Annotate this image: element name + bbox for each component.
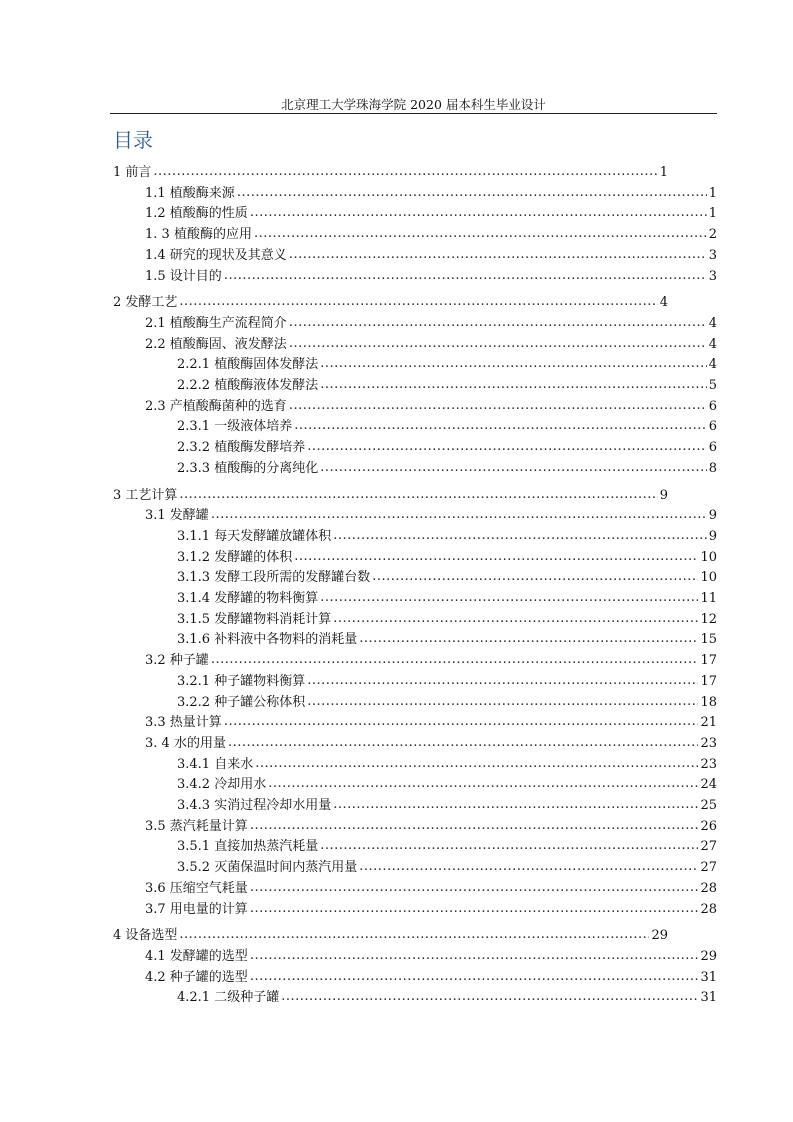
toc-entry-page: 1 <box>708 206 717 222</box>
toc-entry-page: 27 <box>700 860 717 876</box>
toc-entry[interactable] <box>177 630 717 650</box>
toc-entry-label: 2 发酵工艺 <box>113 295 178 311</box>
toc-entry[interactable] <box>145 225 717 245</box>
toc-entry-page: 6 <box>708 440 717 456</box>
toc-entry[interactable] <box>145 204 717 224</box>
toc-entry-page: 31 <box>700 969 717 985</box>
toc-leader-dots <box>153 162 657 182</box>
toc-entry[interactable] <box>113 926 668 946</box>
toc-leader-dots <box>255 754 698 774</box>
toc-leader-dots <box>179 925 649 945</box>
toc-entry-label: 2.3.3 植酸酶的分离纯化 <box>177 460 319 476</box>
toc-entry[interactable] <box>145 713 717 733</box>
toc-entry-label: 3.1.5 发酵罐物料消耗计算 <box>177 611 332 627</box>
toc-entry-page: 4 <box>708 336 717 352</box>
toc-entry-label: 3.2.1 种子罐物料衡算 <box>177 673 306 689</box>
toc-entry[interactable] <box>145 947 717 967</box>
toc-entry[interactable] <box>145 651 717 671</box>
toc-leader-dots <box>333 609 698 629</box>
toc-entry[interactable] <box>177 796 717 816</box>
toc-entry[interactable] <box>177 355 717 375</box>
toc-entry[interactable] <box>145 900 717 920</box>
toc-entry[interactable] <box>145 314 717 334</box>
header-rule <box>110 113 717 114</box>
toc-entry-page: 28 <box>700 901 717 917</box>
toc-entry-page: 8 <box>708 460 717 476</box>
toc-entry-page: 25 <box>700 798 717 813</box>
toc-entry-label: 3.1.4 发酵罐的物料衡算 <box>177 591 319 606</box>
toc-entry[interactable] <box>177 589 717 609</box>
toc-entry-page: 12 <box>700 611 717 627</box>
toc-entry-label: 3.4.1 自来水 <box>177 756 254 772</box>
toc-leader-dots <box>237 183 707 203</box>
toc-entry-page: 26 <box>700 818 717 834</box>
toc-entry-label: 3.1.2 发酵罐的体积 <box>177 549 293 565</box>
toc-entry-label: 2.3.1 一级液体培养 <box>177 419 293 435</box>
toc-entry-page: 1 <box>708 185 717 201</box>
toc-leader-dots <box>333 795 698 815</box>
toc-entry[interactable] <box>177 548 717 568</box>
toc-entry-page: 15 <box>700 632 717 648</box>
toc-entry[interactable] <box>145 734 717 754</box>
toc-entry[interactable] <box>177 672 717 692</box>
toc-entry[interactable] <box>145 397 717 417</box>
toc-leader-dots <box>294 416 707 436</box>
toc-entry-label: 4.1 发酵罐的选型 <box>145 948 248 964</box>
toc-entry-label: 3. 4 水的用量 <box>145 735 226 751</box>
toc-leader-dots <box>228 733 699 753</box>
toc-entry-page: 27 <box>700 839 717 855</box>
toc-leader-dots <box>307 437 707 457</box>
toc-entry-label: 3.1 发酵罐 <box>145 508 209 524</box>
toc-entry-page: 31 <box>700 990 717 1006</box>
toc-entry-label: 4.2 种子罐的选型 <box>145 969 248 985</box>
toc-entry[interactable] <box>145 335 717 355</box>
toc-leader-dots <box>372 567 698 587</box>
toc-entry-page: 1 <box>659 165 668 180</box>
toc-entry[interactable] <box>145 968 717 988</box>
toc-entry[interactable] <box>177 459 717 479</box>
toc-entry[interactable] <box>177 417 717 437</box>
toc-entry-label: 4 设备选型 <box>113 928 178 944</box>
toc-entry-page: 3 <box>708 247 717 263</box>
toc-leader-dots <box>320 375 707 395</box>
toc-entry-page: 9 <box>659 487 668 503</box>
toc-entry[interactable] <box>177 693 717 713</box>
toc-entry-label: 2.2.2 植酸酶液体发酵法 <box>177 378 319 393</box>
toc-entry[interactable] <box>145 246 717 266</box>
toc-leader-dots <box>179 292 657 312</box>
toc-entry[interactable] <box>177 527 717 547</box>
toc-leader-dots <box>250 967 699 987</box>
toc-entry-label: 3.4.3 实消过程冷却水用量 <box>177 798 332 813</box>
toc-leader-dots <box>289 334 707 354</box>
toc-leader-dots <box>289 396 707 416</box>
toc-entry[interactable] <box>145 506 717 526</box>
toc-entry[interactable] <box>113 163 668 183</box>
toc-entry[interactable] <box>145 267 717 287</box>
toc-entry-page: 23 <box>700 756 717 772</box>
toc-entry-page: 23 <box>700 735 717 751</box>
toc-entry-page: 6 <box>708 419 717 435</box>
toc-entry[interactable] <box>113 486 668 506</box>
toc-entry-page: 21 <box>700 715 717 731</box>
toc-entry-page: 10 <box>700 549 717 565</box>
toc-leader-dots <box>320 588 698 608</box>
toc-entry-label: 3 工艺计算 <box>113 487 178 503</box>
toc-leader-dots <box>254 224 707 244</box>
toc-entry[interactable] <box>177 988 717 1008</box>
toc-entry-page: 3 <box>708 268 717 284</box>
toc-entry-page: 29 <box>700 948 717 964</box>
toc-entry-label: 3.5 蒸汽耗量计算 <box>145 818 248 834</box>
toc-leader-dots <box>281 987 698 1007</box>
toc-leader-dots <box>250 878 699 898</box>
toc-entry-label: 1. 3 植酸酶的应用 <box>145 227 252 243</box>
toc-entry[interactable] <box>177 775 717 795</box>
toc-entry[interactable] <box>177 568 717 588</box>
toc-entry-label: 3.6 压缩空气耗量 <box>145 880 248 896</box>
toc-entry-page: 6 <box>708 398 717 414</box>
toc-leader-dots <box>211 650 699 670</box>
toc-entry[interactable] <box>113 293 668 313</box>
toc-leader-dots <box>320 458 707 478</box>
toc-entry-label: 2.3.2 植酸酶发酵培养 <box>177 440 306 456</box>
toc-entry-label: 1.2 植酸酶的性质 <box>145 206 248 222</box>
toc-leader-dots <box>320 836 698 856</box>
toc-entry-page: 24 <box>700 777 717 793</box>
toc-entry-page: 9 <box>708 528 717 544</box>
toc-leader-dots <box>250 899 699 919</box>
toc-leader-dots <box>224 712 699 732</box>
toc-entry[interactable] <box>177 755 717 775</box>
toc-entry-label: 2.3 产植酸酶菌种的选育 <box>145 398 287 414</box>
toc-entry-label: 2.2.1 植酸酶固体发酵法 <box>177 357 319 373</box>
toc-entry-label: 2.1 植酸酶生产流程简介 <box>145 315 287 331</box>
toc-entry-label: 3.2.2 种子罐公称体积 <box>177 694 306 710</box>
toc-entry-label: 3.1.6 补料液中各物料的消耗量 <box>177 632 358 648</box>
toc-entry-label: 3.3 热量计算 <box>145 715 222 731</box>
toc-entry-page: 17 <box>700 653 717 669</box>
toc-entry-page: 29 <box>651 928 668 944</box>
toc-entry[interactable] <box>177 610 717 630</box>
toc-entry-page: 11 <box>700 591 717 606</box>
toc-entry[interactable] <box>145 184 717 204</box>
toc-entry[interactable] <box>177 858 717 878</box>
toc-title: 目录 <box>113 128 153 152</box>
toc-entry-label: 3.1.1 每天发酵罐放罐体积 <box>177 528 332 544</box>
toc-entry-label: 3.5.1 直接加热蒸汽耗量 <box>177 839 319 855</box>
toc-leader-dots <box>294 547 698 567</box>
toc-entry-label: 2.2 植酸酶固、液发酵法 <box>145 336 287 352</box>
toc-leader-dots <box>224 266 707 286</box>
toc-entry-label: 4.2.1 二级种子罐 <box>177 990 280 1006</box>
toc-leader-dots <box>289 245 707 265</box>
toc-entry-page: 18 <box>700 694 717 710</box>
toc-leader-dots <box>320 354 707 374</box>
toc-leader-dots <box>289 313 707 333</box>
toc-leader-dots <box>250 203 707 223</box>
toc-entry-page: 4 <box>708 315 717 331</box>
toc-entry-label: 3.2 种子罐 <box>145 653 209 669</box>
page-header: 北京理工大学珠海学院 2020 届本科生毕业设计 <box>281 97 546 112</box>
toc-entry-page: 17 <box>700 673 717 689</box>
toc-entry-page: 2 <box>708 227 717 243</box>
toc-entry-label: 3.4.2 冷却用水 <box>177 777 267 793</box>
toc-leader-dots <box>250 946 699 966</box>
toc-leader-dots <box>211 505 707 525</box>
toc-entry-page: 4 <box>659 295 668 311</box>
toc-leader-dots <box>307 671 698 691</box>
toc-entry[interactable] <box>177 376 717 396</box>
toc-entry-label: 1.5 设计目的 <box>145 268 222 284</box>
toc-entry-page: 28 <box>700 880 717 896</box>
toc-leader-dots <box>179 485 657 505</box>
toc-entry-label: 3.1.3 发酵工段所需的发酵罐台数 <box>177 570 371 586</box>
toc-entry-page: 9 <box>708 508 717 524</box>
toc-entry-page: 5 <box>708 378 717 393</box>
toc-entry-label: 1.4 研究的现状及其意义 <box>145 247 287 263</box>
toc-entry[interactable] <box>145 879 717 899</box>
toc-entry-page: 10 <box>700 570 717 586</box>
toc-leader-dots <box>268 774 698 794</box>
toc-entry-page: 4 <box>708 357 717 373</box>
toc-leader-dots <box>307 692 698 712</box>
toc-entry-label: 1 前言 <box>113 165 152 180</box>
toc-entry-label: 1.1 植酸酶来源 <box>145 185 235 201</box>
toc-entry-label: 3.7 用电量的计算 <box>145 901 248 917</box>
toc-entry[interactable] <box>145 817 717 837</box>
toc-leader-dots <box>359 629 698 649</box>
toc-leader-dots <box>250 816 699 836</box>
toc-leader-dots <box>359 857 698 877</box>
toc-leader-dots <box>333 526 707 546</box>
toc-entry[interactable] <box>177 837 717 857</box>
toc-entry-label: 3.5.2 灭菌保温时间内蒸汽用量 <box>177 860 358 876</box>
toc-entry[interactable] <box>177 438 717 458</box>
